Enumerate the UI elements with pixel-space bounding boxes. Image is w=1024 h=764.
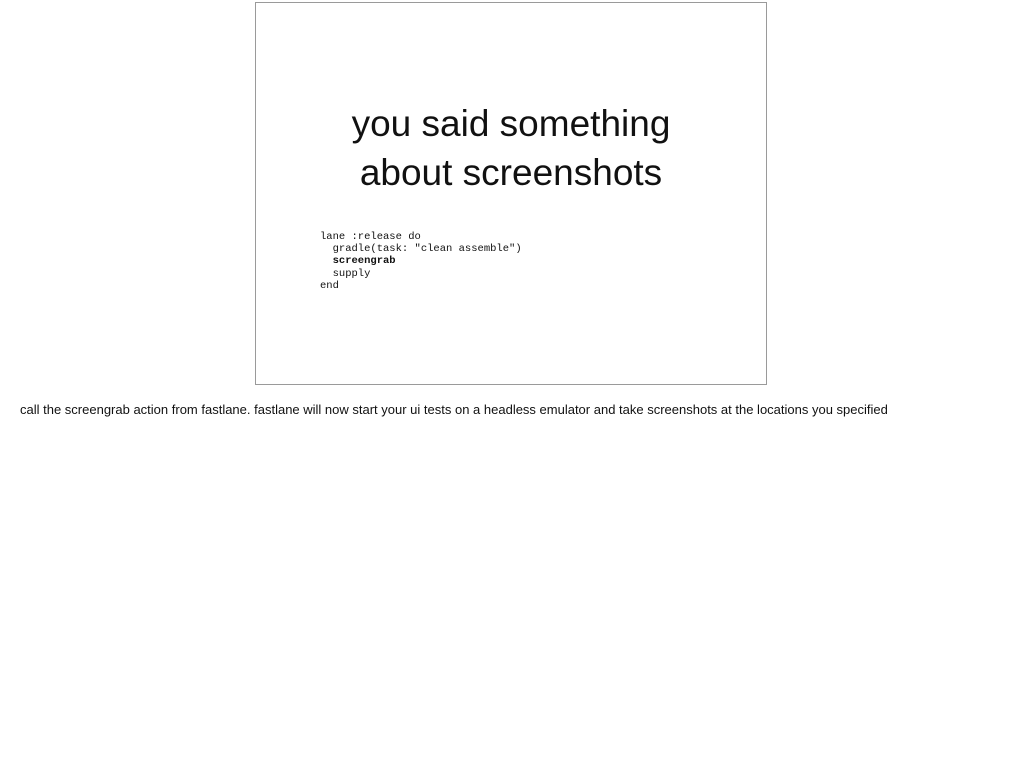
slide-title-line: about screenshots bbox=[359, 152, 663, 193]
presenter-notes: call the screengrab action from fastlane. fastlane will now start your ui tests on a headless emulator and take screenshots at the locations you specified bbox=[20, 402, 888, 417]
code-line: supply bbox=[320, 267, 371, 280]
slide-preview bbox=[255, 2, 767, 385]
code-line: lane :release do bbox=[320, 231, 421, 243]
code-block bbox=[320, 231, 522, 292]
code-line: gradle(task: "clean assemble") bbox=[320, 243, 522, 256]
slide-title bbox=[256, 99, 766, 197]
code-line-highlighted: screengrab bbox=[320, 255, 396, 268]
slide-title-line: you said something bbox=[351, 103, 671, 144]
code-line: end bbox=[320, 279, 339, 292]
